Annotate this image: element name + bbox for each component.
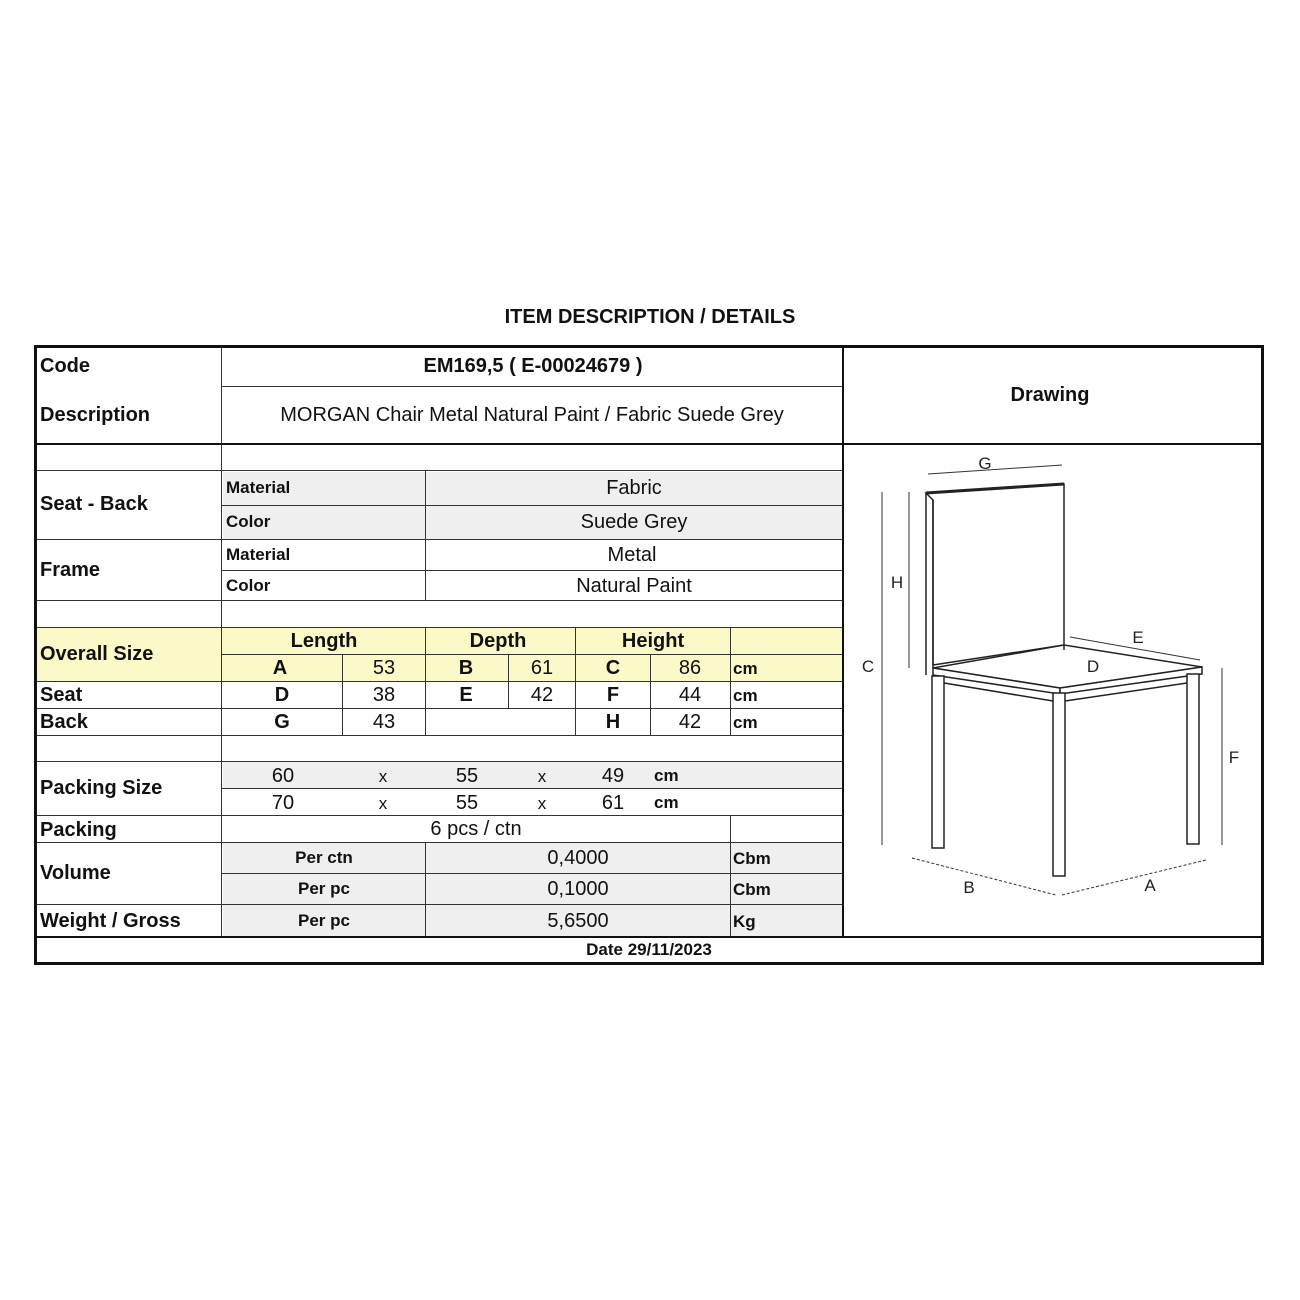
chair-leg-front-right — [1053, 693, 1065, 876]
packing-size-label: Packing Size — [40, 777, 163, 799]
packing-size-1-b: 55 — [455, 765, 479, 787]
packing-size-1-c: 49 — [601, 765, 625, 787]
dimension-line-a — [1062, 860, 1206, 895]
seat-depth-value: 42 — [530, 684, 554, 706]
overall-height-value: 86 — [678, 657, 702, 679]
overall-depth-value: 61 — [530, 657, 554, 679]
drawing-label-d: D — [1086, 657, 1100, 676]
back-size-label: Back — [40, 711, 88, 733]
weight-per-label: Per pc — [298, 911, 350, 930]
date-footer: Date 29/11/2023 — [586, 940, 712, 959]
packing-size-2-x1: x — [378, 794, 388, 813]
packing-size-1-unit: cm — [654, 766, 679, 785]
frame-material-value: Metal — [607, 544, 657, 566]
packing-size-2-c: 61 — [601, 792, 625, 814]
volume-per-ctn-unit: Cbm — [733, 849, 771, 868]
seat-height-key: F — [606, 684, 620, 706]
overall-height-key: C — [605, 657, 621, 679]
packing-size-2-b: 55 — [455, 792, 479, 814]
code-value: EM169,5 ( E-00024679 ) — [423, 355, 643, 377]
volume-per-pc-unit: Cbm — [733, 880, 771, 899]
volume-per-pc-label: Per pc — [298, 879, 350, 898]
chair-leg-back-right — [1187, 674, 1199, 844]
seat-unit: cm — [733, 686, 758, 705]
height-header: Height — [621, 630, 685, 652]
frame-color-label: Color — [226, 576, 271, 595]
seat-height-value: 44 — [678, 684, 702, 706]
overall-size-label: Overall Size — [40, 643, 154, 665]
page-title: ITEM DESCRIPTION / DETAILS — [504, 306, 796, 328]
weight-label: Weight / Gross — [40, 910, 181, 932]
seat-material-label: Material — [226, 478, 291, 497]
packing-size-1-x2: x — [537, 767, 547, 786]
volume-per-ctn-label: Per ctn — [295, 848, 353, 867]
drawing-label-b: B — [963, 878, 975, 897]
packing-size-1-x1: x — [378, 767, 388, 786]
frame-label: Frame — [40, 559, 101, 581]
back-height-key: H — [605, 711, 621, 733]
seat-depth-key: E — [459, 684, 473, 706]
drawing-header: Drawing — [1010, 384, 1090, 406]
drawing-label-a: A — [1144, 876, 1156, 895]
drawing-label-f: F — [1228, 748, 1240, 767]
code-label: Code — [40, 355, 90, 377]
volume-per-pc-value: 0,1000 — [547, 878, 609, 900]
seat-length-value: 38 — [372, 684, 396, 706]
seat-length-key: D — [274, 684, 290, 706]
drawing-label-h: H — [890, 573, 904, 592]
dimension-line-b — [912, 858, 1056, 895]
seat-material-value: Fabric — [606, 477, 662, 499]
back-length-key: G — [274, 711, 290, 733]
chair-leg-front-left — [932, 676, 944, 848]
dimension-line-g — [928, 465, 1062, 474]
drawing-label-g: G — [978, 454, 992, 473]
volume-label: Volume — [40, 862, 111, 884]
packing-size-2-unit: cm — [654, 793, 679, 812]
overall-length-value: 53 — [372, 657, 396, 679]
volume-per-ctn-value: 0,4000 — [547, 847, 609, 869]
description-label: Description — [40, 404, 151, 426]
drawing-label-e: E — [1132, 628, 1144, 647]
packing-size-1-a: 60 — [271, 765, 295, 787]
drawing-label-c: C — [861, 657, 875, 676]
packing-size-2-x2: x — [537, 794, 547, 813]
back-height-value: 42 — [678, 711, 702, 733]
weight-unit: Kg — [733, 912, 756, 931]
overall-depth-key: B — [458, 657, 474, 679]
seat-size-label: Seat — [40, 684, 83, 706]
overall-unit: cm — [733, 659, 758, 678]
seat-back-label: Seat - Back — [40, 493, 148, 515]
description-value: MORGAN Chair Metal Natural Paint / Fabric Suede Grey — [280, 404, 784, 426]
back-length-value: 43 — [372, 711, 396, 733]
seat-color-value: Suede Grey — [580, 511, 688, 533]
chair-backrest — [926, 484, 1064, 665]
frame-color-value: Natural Paint — [576, 575, 692, 597]
packing-value: 6 pcs / ctn — [430, 818, 522, 840]
back-unit: cm — [733, 713, 758, 732]
packing-size-2-a: 70 — [271, 792, 295, 814]
weight-value: 5,6500 — [547, 910, 609, 932]
overall-length-key: A — [272, 657, 288, 679]
frame-material-label: Material — [226, 545, 291, 564]
length-header: Length — [290, 630, 358, 652]
depth-header: Depth — [469, 630, 527, 652]
seat-color-label: Color — [226, 512, 271, 531]
packing-label: Packing — [40, 819, 117, 841]
